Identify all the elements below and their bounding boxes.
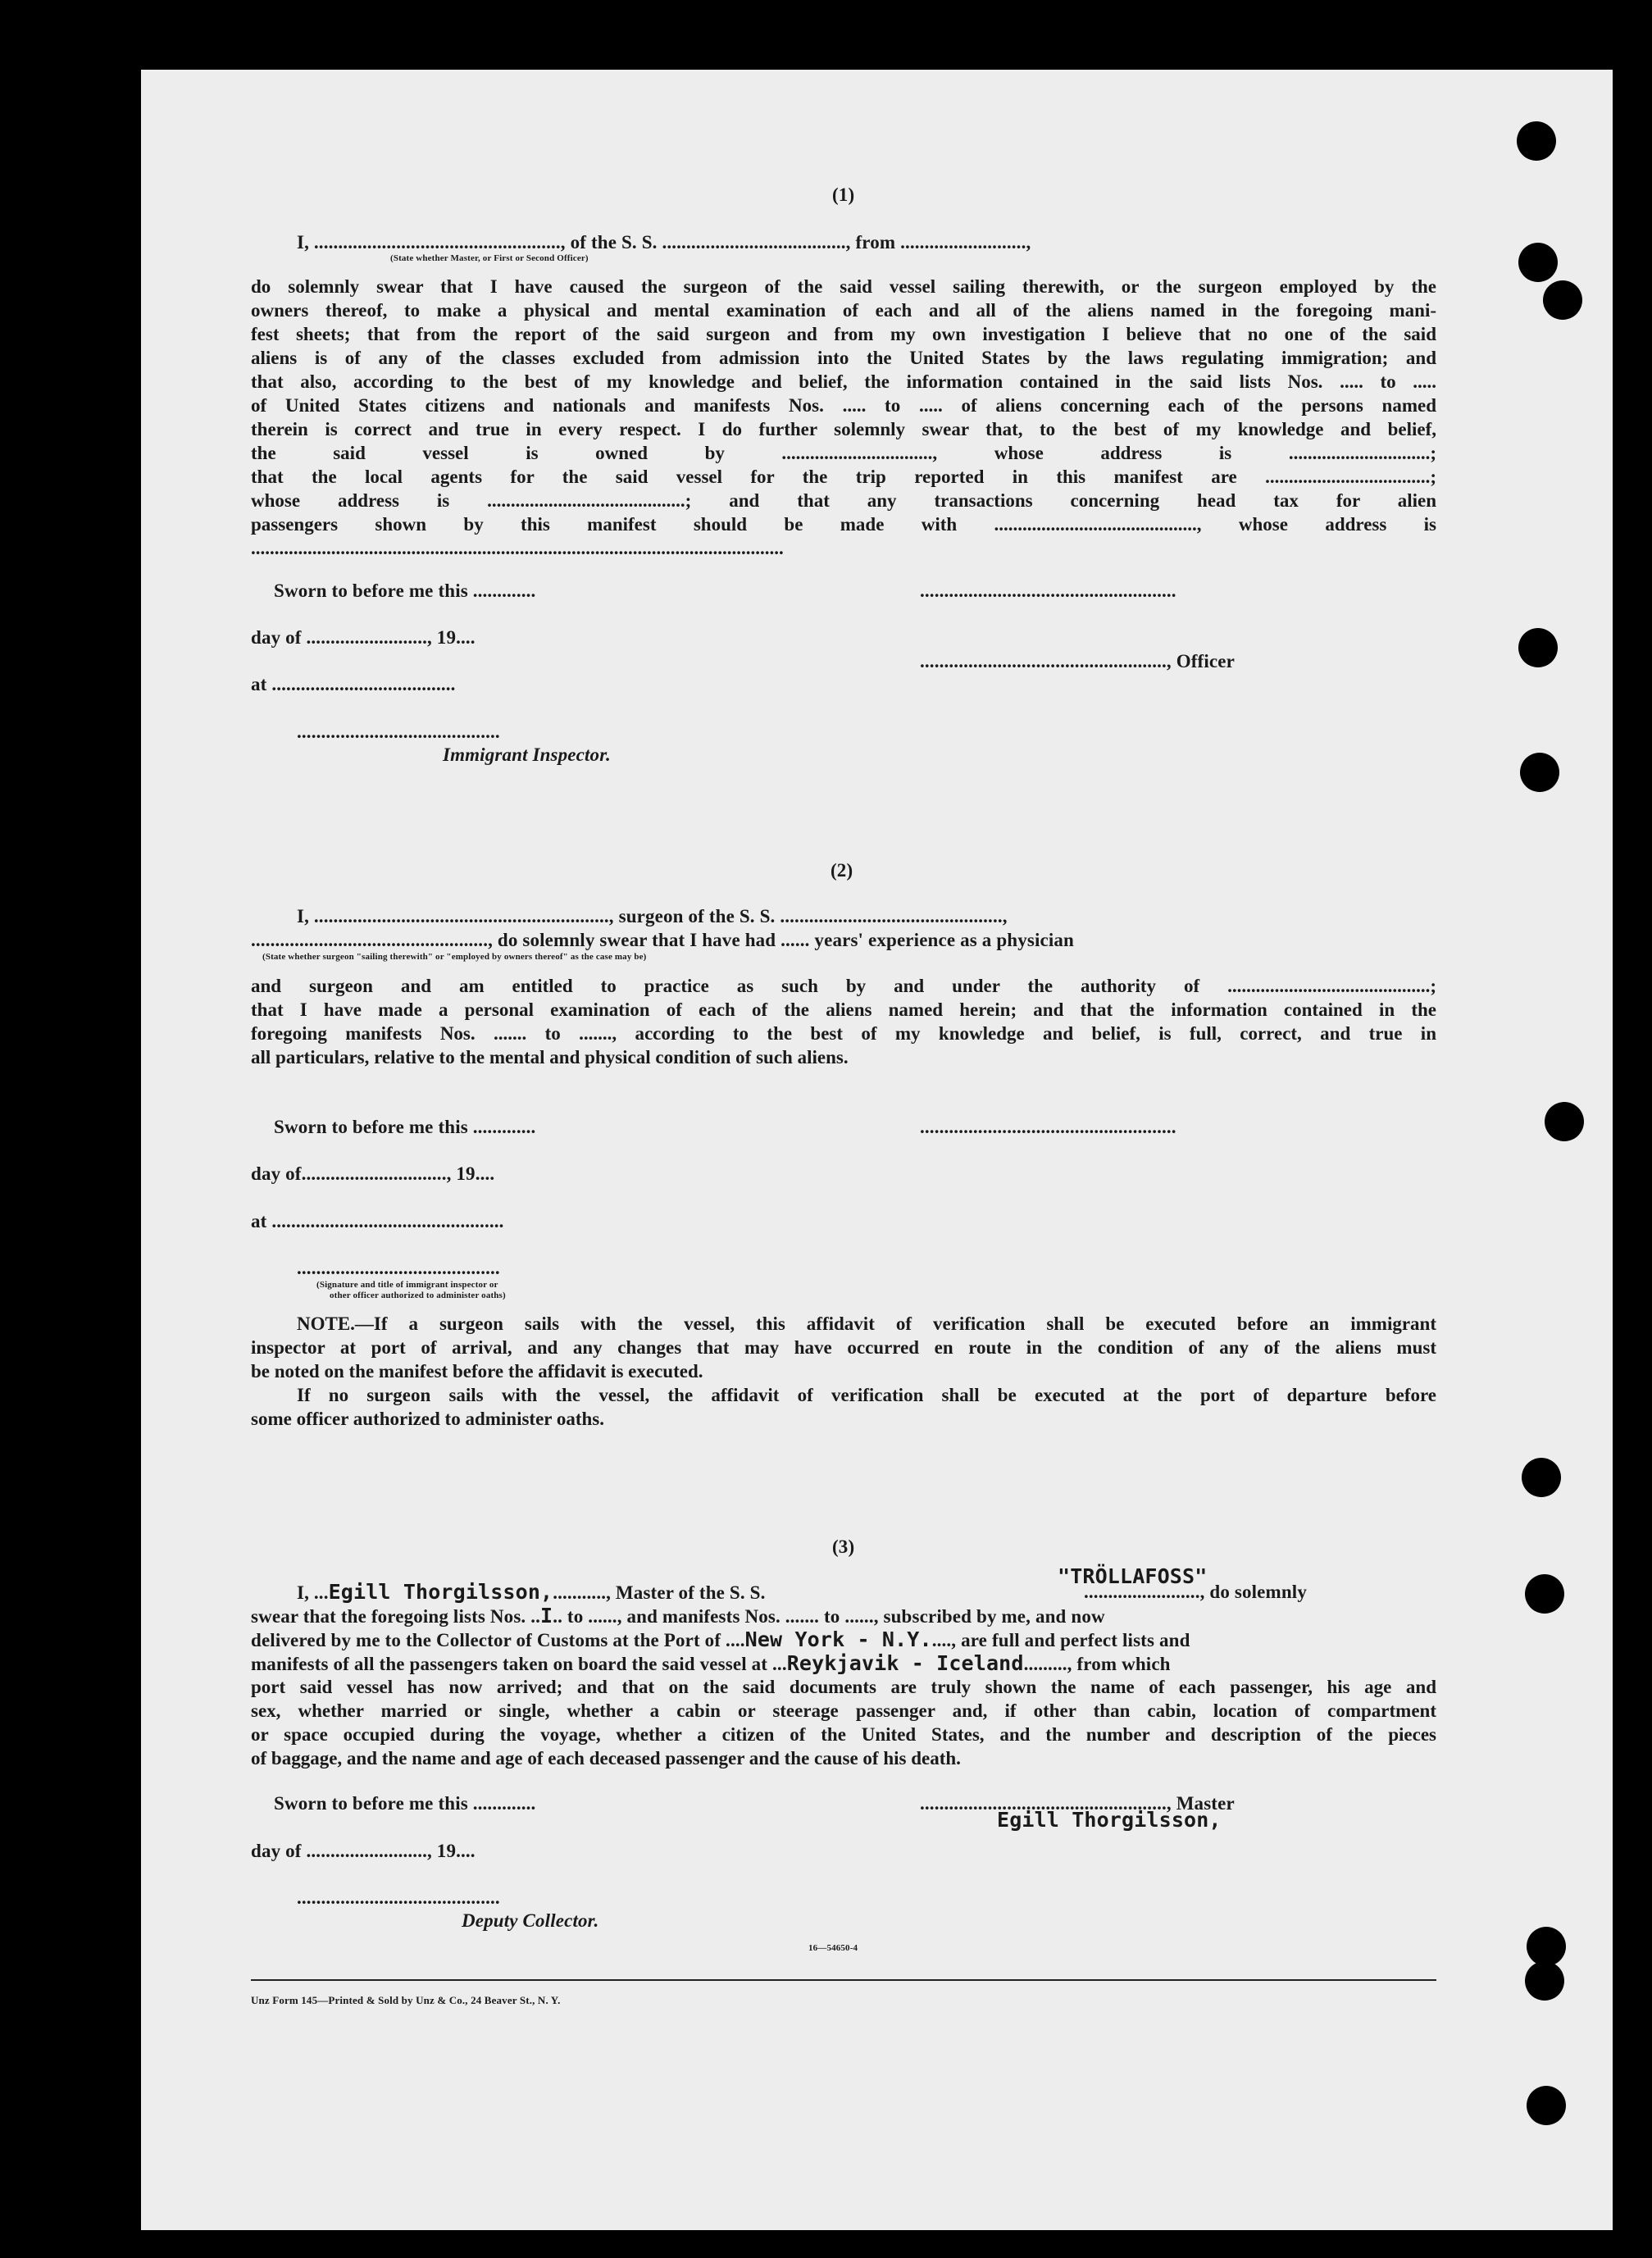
text-line: NOTE.—If a surgeon sails with the vessel, this affidavit of verification shall be executed before an immigrant bbox=[297, 1313, 1436, 1334]
officer-line: ..................................................., Officer bbox=[920, 651, 1235, 671]
deputy-collector-label: Deputy Collector. bbox=[462, 1910, 599, 1931]
punch-hole bbox=[1527, 1927, 1566, 1966]
port-field: New York - N.Y. bbox=[744, 1627, 932, 1651]
section3-line-2 bbox=[251, 1604, 1105, 1628]
section3-paragraph bbox=[251, 1675, 1436, 1770]
text-line: owners thereof, to make a physical and mental examination of each and all of the aliens named in the foregoing mani- bbox=[251, 300, 1436, 321]
punch-hole bbox=[1543, 280, 1582, 320]
text-line: the said vessel is owned by ................................, whose address is ..............................; bbox=[251, 443, 1436, 463]
collector-signature-line: .......................................... bbox=[297, 1887, 500, 1908]
text-fragment: manifests of all the passengers taken on board the said vessel at ... bbox=[251, 1654, 787, 1674]
sworn-line: Sworn to before me this ............. bbox=[274, 1117, 536, 1137]
punch-hole bbox=[1517, 121, 1556, 161]
punch-hole bbox=[1545, 1102, 1584, 1141]
text-line: be noted on the manifest before the affidavit is executed. bbox=[251, 1361, 703, 1382]
punch-hole bbox=[1527, 2086, 1566, 2125]
text-line: therein is correct and true in every respect. I do further solemnly swear that, to the best of my knowledge and belief, bbox=[251, 419, 1436, 439]
text-fragment: .. to ......, and manifests Nos. ....... to ......, subscribed by me, and now bbox=[553, 1606, 1105, 1627]
text-line: or space occupied during the voyage, whether a citizen of the United States, and the number and description of the pieces bbox=[251, 1724, 1436, 1745]
text-line: If no surgeon sails with the vessel, the affidavit of verification shall be executed at the port of departure before bbox=[297, 1385, 1436, 1405]
section3-line-1 bbox=[297, 1580, 766, 1605]
ship-name-field: "TRÖLLAFOSS" bbox=[1058, 1564, 1208, 1588]
section1-caption: (State whether Master, or First or Second Officer) bbox=[390, 253, 589, 263]
punch-hole bbox=[1525, 1961, 1564, 2001]
text-line: that I have made a personal examination of each of the aliens named herein; and that the information contained in the bbox=[251, 999, 1436, 1020]
text-line: port said vessel has now arrived; and that on the said documents are truly shown the name of each passenger, his age and bbox=[251, 1677, 1436, 1697]
text-line: all particulars, relative to the mental and physical condition of such aliens. bbox=[251, 1047, 849, 1068]
text-fragment: I, ... bbox=[297, 1582, 329, 1603]
punch-hole bbox=[1525, 1574, 1564, 1614]
section3-line-4 bbox=[251, 1651, 1171, 1676]
sworn-line: Sworn to before me this ............. bbox=[274, 1793, 536, 1814]
signature-caption: other officer authorized to administer oaths) bbox=[330, 1291, 506, 1300]
inspector-signature-line: .......................................... bbox=[297, 722, 500, 742]
text-fragment: ........................, do solemnly bbox=[1084, 1582, 1307, 1602]
text-fragment: ..........., Master of the S. S. bbox=[553, 1582, 766, 1603]
section2-oath-line: I, ............................................................., surgeon of the S. S. .............................................., bbox=[297, 906, 1008, 926]
text-line: passengers shown by this manifest should be made with ..........................................., whose address is bbox=[251, 514, 1436, 535]
master-signature-line: ..................................................., Master bbox=[920, 1793, 1235, 1814]
section1-oath-line: I, ..................................................., of the S. S. ......................................, from .........................., bbox=[297, 232, 1031, 253]
punch-hole bbox=[1518, 243, 1558, 282]
list-number-field: I bbox=[540, 1604, 553, 1627]
sworn-line: Sworn to before me this ............. bbox=[274, 580, 536, 601]
form-code: 16—54650-4 bbox=[808, 1943, 858, 1953]
printer-line: Unz Form 145—Printed & Sold by Unz & Co., 24 Beaver St., N. Y. bbox=[251, 1994, 561, 2006]
day-of-line: day of.............................., 19.... bbox=[251, 1163, 495, 1184]
text-line: and surgeon and am entitled to practice as such by and under the authority of ...........................................; bbox=[251, 976, 1436, 996]
section2-paragraph bbox=[251, 974, 1436, 1069]
text-line: aliens is of any of the classes excluded from admission into the United States by the laws regulating immigration; and bbox=[251, 348, 1436, 368]
text-line: some officer authorized to administer oaths. bbox=[251, 1409, 604, 1429]
immigrant-inspector-label: Immigrant Inspector. bbox=[443, 744, 611, 765]
day-of-line: day of ........................., 19.... bbox=[251, 627, 476, 648]
text-line: foregoing manifests Nos. ....... to ......., according to the best of my knowledge and belief, is full, correct, and true in bbox=[251, 1023, 1436, 1044]
text-line: inspector at port of arrival, and any changes that may have occurred en route in the condition of any of the aliens must bbox=[251, 1337, 1436, 1358]
section1-paragraph bbox=[251, 275, 1436, 560]
note-paragraph bbox=[251, 1312, 1436, 1431]
at-line: at ...................................... bbox=[251, 674, 456, 694]
text-line: that the local agents for the said vessel for the trip reported in this manifest are ...................................; bbox=[251, 467, 1436, 487]
signature-caption: (Signature and title of immigrant inspector or bbox=[316, 1280, 498, 1290]
text-fragment: ........., from which bbox=[1023, 1654, 1171, 1674]
text-line: do solemnly swear that I have caused the surgeon of the said vessel sailing therewith, or the surgeon employed by the bbox=[251, 276, 1436, 297]
section-number: (2) bbox=[831, 860, 853, 881]
footer-divider bbox=[251, 1979, 1436, 1981]
text-line: that also, according to the best of my knowledge and belief, the information contained in the said lists Nos. ..... to ..... bbox=[251, 371, 1436, 392]
at-line: at ................................................ bbox=[251, 1211, 504, 1231]
officer-signature-line: ..................................................... bbox=[920, 1117, 1176, 1137]
text-line: ................................................................................................................. bbox=[251, 538, 784, 558]
text-fragment: delivered by me to the Collector of Customs at the Port of .... bbox=[251, 1630, 745, 1650]
officer-signature-line: ..................................................... bbox=[920, 580, 1176, 601]
punch-hole bbox=[1520, 753, 1559, 792]
punch-hole bbox=[1518, 628, 1558, 667]
inspector-signature-line: .......................................... bbox=[297, 1258, 500, 1278]
text-line: fest sheets; that from the report of the said surgeon and from my own investigation I believe that no one of the said bbox=[251, 324, 1436, 344]
punch-hole bbox=[1522, 1458, 1561, 1497]
day-of-line: day of ........................., 19.... bbox=[251, 1841, 476, 1861]
section-number: (3) bbox=[832, 1536, 855, 1557]
section2-caption: (State whether surgeon "sailing therewith" or "employed by owners thereof" as the case may be) bbox=[262, 952, 647, 962]
departure-port-field: Reykjavik - Iceland bbox=[786, 1651, 1024, 1675]
text-line: sex, whether married or single, whether a cabin or steerage passenger and, if other than cabin, location of compartment bbox=[251, 1700, 1436, 1721]
text-line: whose address is ..........................................; and that any transactions concerning head tax for alien bbox=[251, 490, 1436, 511]
text-line: of United States citizens and nationals and manifests Nos. ..... to ..... of aliens concerning each of the persons named bbox=[251, 395, 1436, 416]
text-fragment: swear that the foregoing lists Nos. .. bbox=[251, 1606, 541, 1627]
master-name-field: Egill Thorgilsson, bbox=[328, 1580, 553, 1604]
section-number: (1) bbox=[832, 184, 855, 205]
master-signature: Egill Thorgilsson, bbox=[997, 1808, 1222, 1832]
section2-oath-line-2: ................................................., do solemnly swear that I have had ...... years' experience as a physician bbox=[251, 930, 1074, 950]
text-fragment: ...., are full and perfect lists and bbox=[931, 1630, 1190, 1650]
text-line: of baggage, and the name and age of each deceased passenger and the cause of his death. bbox=[251, 1748, 961, 1769]
section3-line-3 bbox=[251, 1627, 1190, 1652]
